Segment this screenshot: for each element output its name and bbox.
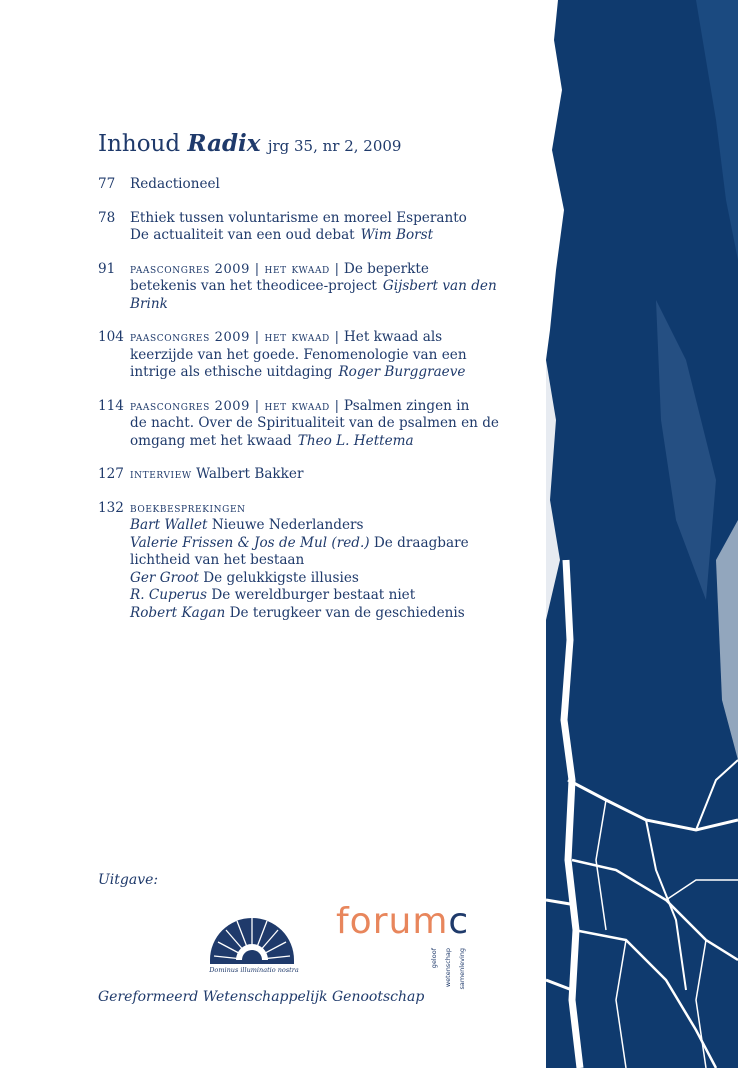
entry-title: De actualiteit van een oud debat	[130, 227, 355, 243]
section-label: interview	[130, 467, 192, 482]
toc-entry	[98, 176, 518, 194]
review-author: Robert Kagan	[130, 604, 226, 621]
table-of-contents	[98, 176, 518, 638]
entry-title: betekenis van het theodicee-project	[130, 278, 377, 294]
review-item	[130, 570, 518, 588]
entry-title: Het kwaad als	[343, 329, 443, 345]
forum-tag: samenleving	[458, 948, 466, 990]
review-item	[130, 605, 518, 623]
forum-tag: geloof	[430, 948, 438, 969]
review-title: De terugkeer van de geschiedenis	[229, 604, 465, 621]
entry-title: Ethiek tussen voluntarisme en moreel Esperanto	[130, 209, 467, 226]
section-label: boekbesprekingen	[130, 500, 246, 516]
review-author: R. Cuperus	[130, 587, 208, 603]
toc-entry	[98, 261, 518, 314]
page-number: 77	[98, 176, 116, 192]
tree-roots-artwork	[546, 0, 738, 1068]
section-label: paascongres 2009 | het kwaad |	[130, 398, 340, 414]
section-label: paascongres 2009 | het kwaad |	[130, 330, 340, 345]
page-title	[98, 130, 401, 160]
section-label: paascongres 2009 | het kwaad |	[130, 261, 340, 277]
entry-author: Wim Borst	[360, 227, 434, 243]
journal-name: Radix	[187, 130, 261, 157]
review-title: De wereldburger bestaat niet	[211, 587, 416, 603]
entry-title: De beperkte	[343, 260, 429, 277]
entry-title: omgang met het kwaad	[130, 432, 292, 449]
toc-entry	[98, 466, 518, 484]
entry-title: keerzijde van het goede. Fenomenologie van een	[130, 346, 467, 363]
entry-title: de nacht. Over de Spiritualiteit van de psalmen en de	[130, 415, 499, 431]
publisher-label: Uitgave:	[98, 872, 159, 888]
entry-author: Roger Burggraeve	[338, 364, 466, 380]
entry-title: Walbert Bakker	[196, 466, 304, 482]
review-title: De draagbare lichtheid van het bestaan	[130, 534, 469, 568]
review-item	[130, 517, 518, 535]
page-number: 91	[98, 260, 116, 277]
title-prefix: Inhoud	[98, 131, 181, 157]
forum-c-logo	[336, 902, 469, 942]
entry-author: Gijsbert van den Brink	[130, 278, 497, 312]
toc-entry-reviews	[98, 500, 518, 623]
toc-entry	[98, 398, 518, 451]
forum-tag: wetenschap	[444, 948, 452, 988]
entry-title: Redactioneel	[130, 176, 220, 192]
page-number: 104	[98, 329, 124, 345]
toc-entry	[98, 329, 518, 382]
page-number: 78	[98, 209, 116, 226]
review-item	[130, 535, 518, 570]
review-author: Valerie Frissen & Jos de Mul (red.)	[130, 534, 370, 551]
review-title: Nieuwe Nederlanders	[211, 517, 364, 533]
entry-title: Psalmen zingen in	[343, 397, 470, 414]
toc-entry	[98, 210, 518, 245]
forum-c-tagline	[430, 948, 474, 1002]
review-author: Bart Wallet	[130, 517, 208, 533]
review-author: Ger Groot	[130, 569, 199, 586]
society-name: Gereformeerd Wetenschappelijk Genootschap	[98, 989, 425, 1005]
forum-logo-c: c	[448, 901, 470, 942]
page-number: 114	[98, 397, 124, 414]
entry-author: Theo L. Hettema	[297, 432, 414, 449]
review-item	[130, 587, 518, 605]
forum-logo-text: forum	[336, 901, 449, 942]
page-number: 127	[98, 466, 124, 482]
page-number: 132	[98, 499, 124, 516]
logo-motto: Dominus illuminatio nostra	[209, 966, 299, 974]
issue-info: jrg 35, nr 2, 2009	[267, 137, 402, 155]
review-title: De gelukkigste illusies	[203, 569, 359, 586]
entry-title: intrige als ethische uitdaging	[130, 364, 333, 380]
